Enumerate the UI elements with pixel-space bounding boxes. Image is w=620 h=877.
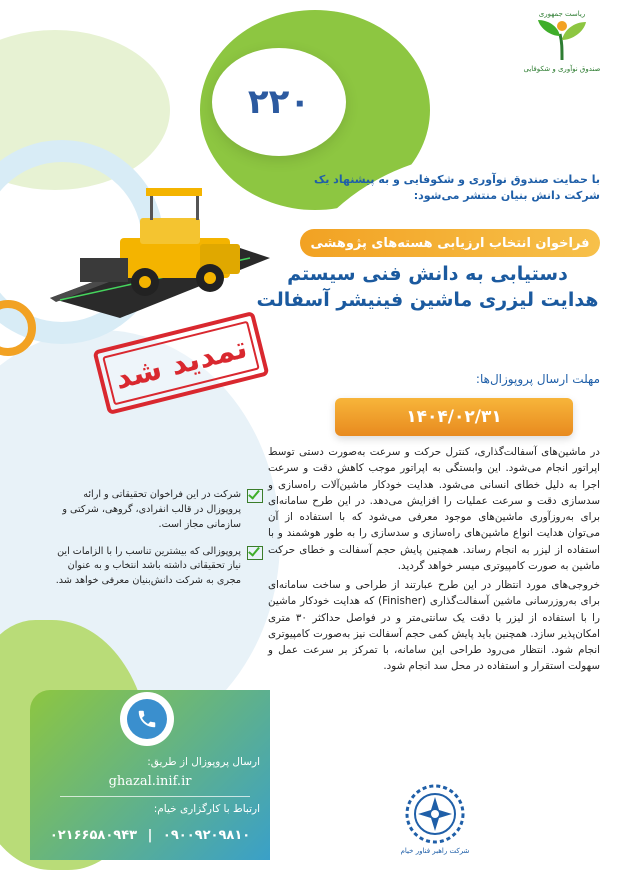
asphalt-paver-illustration — [50, 178, 270, 318]
company-logo — [395, 783, 475, 863]
conditions-list — [48, 488, 263, 601]
contact-label: ارتباط با کارگزاری خیام: — [153, 803, 260, 815]
sprout-icon — [532, 18, 592, 62]
deadline-label: مهلت ارسال پروپوزال‌ها: — [475, 372, 600, 386]
main-title: دستیابی به دانش فنی سیستم هدایت لیزری ماشین فینیشر آسفالت — [256, 263, 599, 311]
phone-icon — [127, 699, 167, 739]
condition-text-2: پروپوزالی که بیشترین تناسب را با الزامات این نیاز تحقیقاتی داشته باشد انتخاب و به عنوان مجری به شرکت دانش‌بنیان معرفی خواهد شد. — [55, 545, 241, 587]
checkbox-checked-icon — [247, 546, 263, 560]
description-text — [268, 444, 600, 678]
website-link[interactable]: ghazal.inif.ir — [108, 774, 192, 789]
deadline-date: ۱۴۰۴/۰۲/۳۱ — [335, 398, 573, 436]
condition-text-1: شرکت در این فراخوان تحقیقاتی و ارائه پروپوزال در قالب انفرادی، گروهی، شرکتی و سازمانی مجاز است. — [62, 489, 241, 530]
sponsor-text: با حمایت صندوق نوآوری و شکوفایی و به پیشنهاد یک شرکت دانش بنیان منتشر می‌شود: — [313, 173, 600, 202]
number-badge: ۲۲۰ — [212, 48, 346, 156]
phone-number-mobile[interactable]: ۰۹۰۰۹۲۰۹۸۱۰ — [162, 828, 251, 843]
fund-logo — [520, 10, 604, 92]
phone-numbers — [36, 828, 264, 843]
checkbox-checked-icon — [247, 489, 263, 503]
phone-badge — [120, 692, 174, 746]
call-title-pill: فراخوان انتخاب ارزیابی هسته‌های پژوهشی — [300, 229, 600, 257]
list-item — [48, 545, 263, 590]
description-paragraph-2: خروجی‌های مورد انتظار در این طرح عبارتند از طراحی و ساخت سامانه‌ای برای به‌روزرسانی ماشین آسفالت‌گذاری (Finisher) که هدایت خودکار ماشین را با استفاده از لیزر با دقت یک سانتی‌متر و در فواصل حداکثر ۳۰ متری امکان‌پذیر سازد. همچنین باید پایش کمی حجم آسفالت نیز به‌صورت کامپیوتری انجام شود. انتظار می‌رود طراحی این سامانه، با تمرکز بر سرعت عمل و سهولت استقرار و استفاده در محل سد انجام شود. — [268, 579, 600, 673]
extended-stamp: تمدید شد — [92, 311, 269, 415]
khayyam-emblem-icon — [404, 783, 466, 845]
list-item — [48, 488, 263, 533]
divider — [60, 796, 250, 797]
logo-bottom-text: صندوق نوآوری و شکوفایی — [523, 65, 601, 73]
phone-number-landline[interactable]: ۰۲۱۶۶۵۸۰۹۴۳ — [49, 828, 138, 843]
phone-separator: | — [147, 828, 153, 843]
description-paragraph-1: در ماشین‌های آسفالت‌گذاری، کنترل حرکت و سرعت به‌صورت دستی توسط اپراتور انجام می‌شود. این وابستگی به اپراتور موجب کاهش دقت و سرعت اجرا به دلیل خطای انسانی می‌شود. هدایت خودکار ماشین‌آلات راه‌سازی و سدسازی دقت و سرعت عملیات را افزایش می‌دهد. در این طرح سامانه‌ای برای به‌روزآوری ماشین‌های موجود معرفی می‌شود که با استفاده از آن می‌توان هدایت انواع ماشین‌های راه‌سازی و سدسازی را به طور هوشمند و با استفاده از لیزر به انجام رساند. همچنین پایش حجم آسفالت و خطای حرکت ماشین به صورت کامپیوتری میسر خواهد گردید. — [268, 446, 600, 572]
company-name: شرکت راهبر فناور خیام — [400, 847, 470, 855]
send-proposal-label: ارسال پروپوزال از طریق: — [147, 756, 260, 768]
logo-top-text: ریاست جمهوری — [538, 10, 586, 18]
